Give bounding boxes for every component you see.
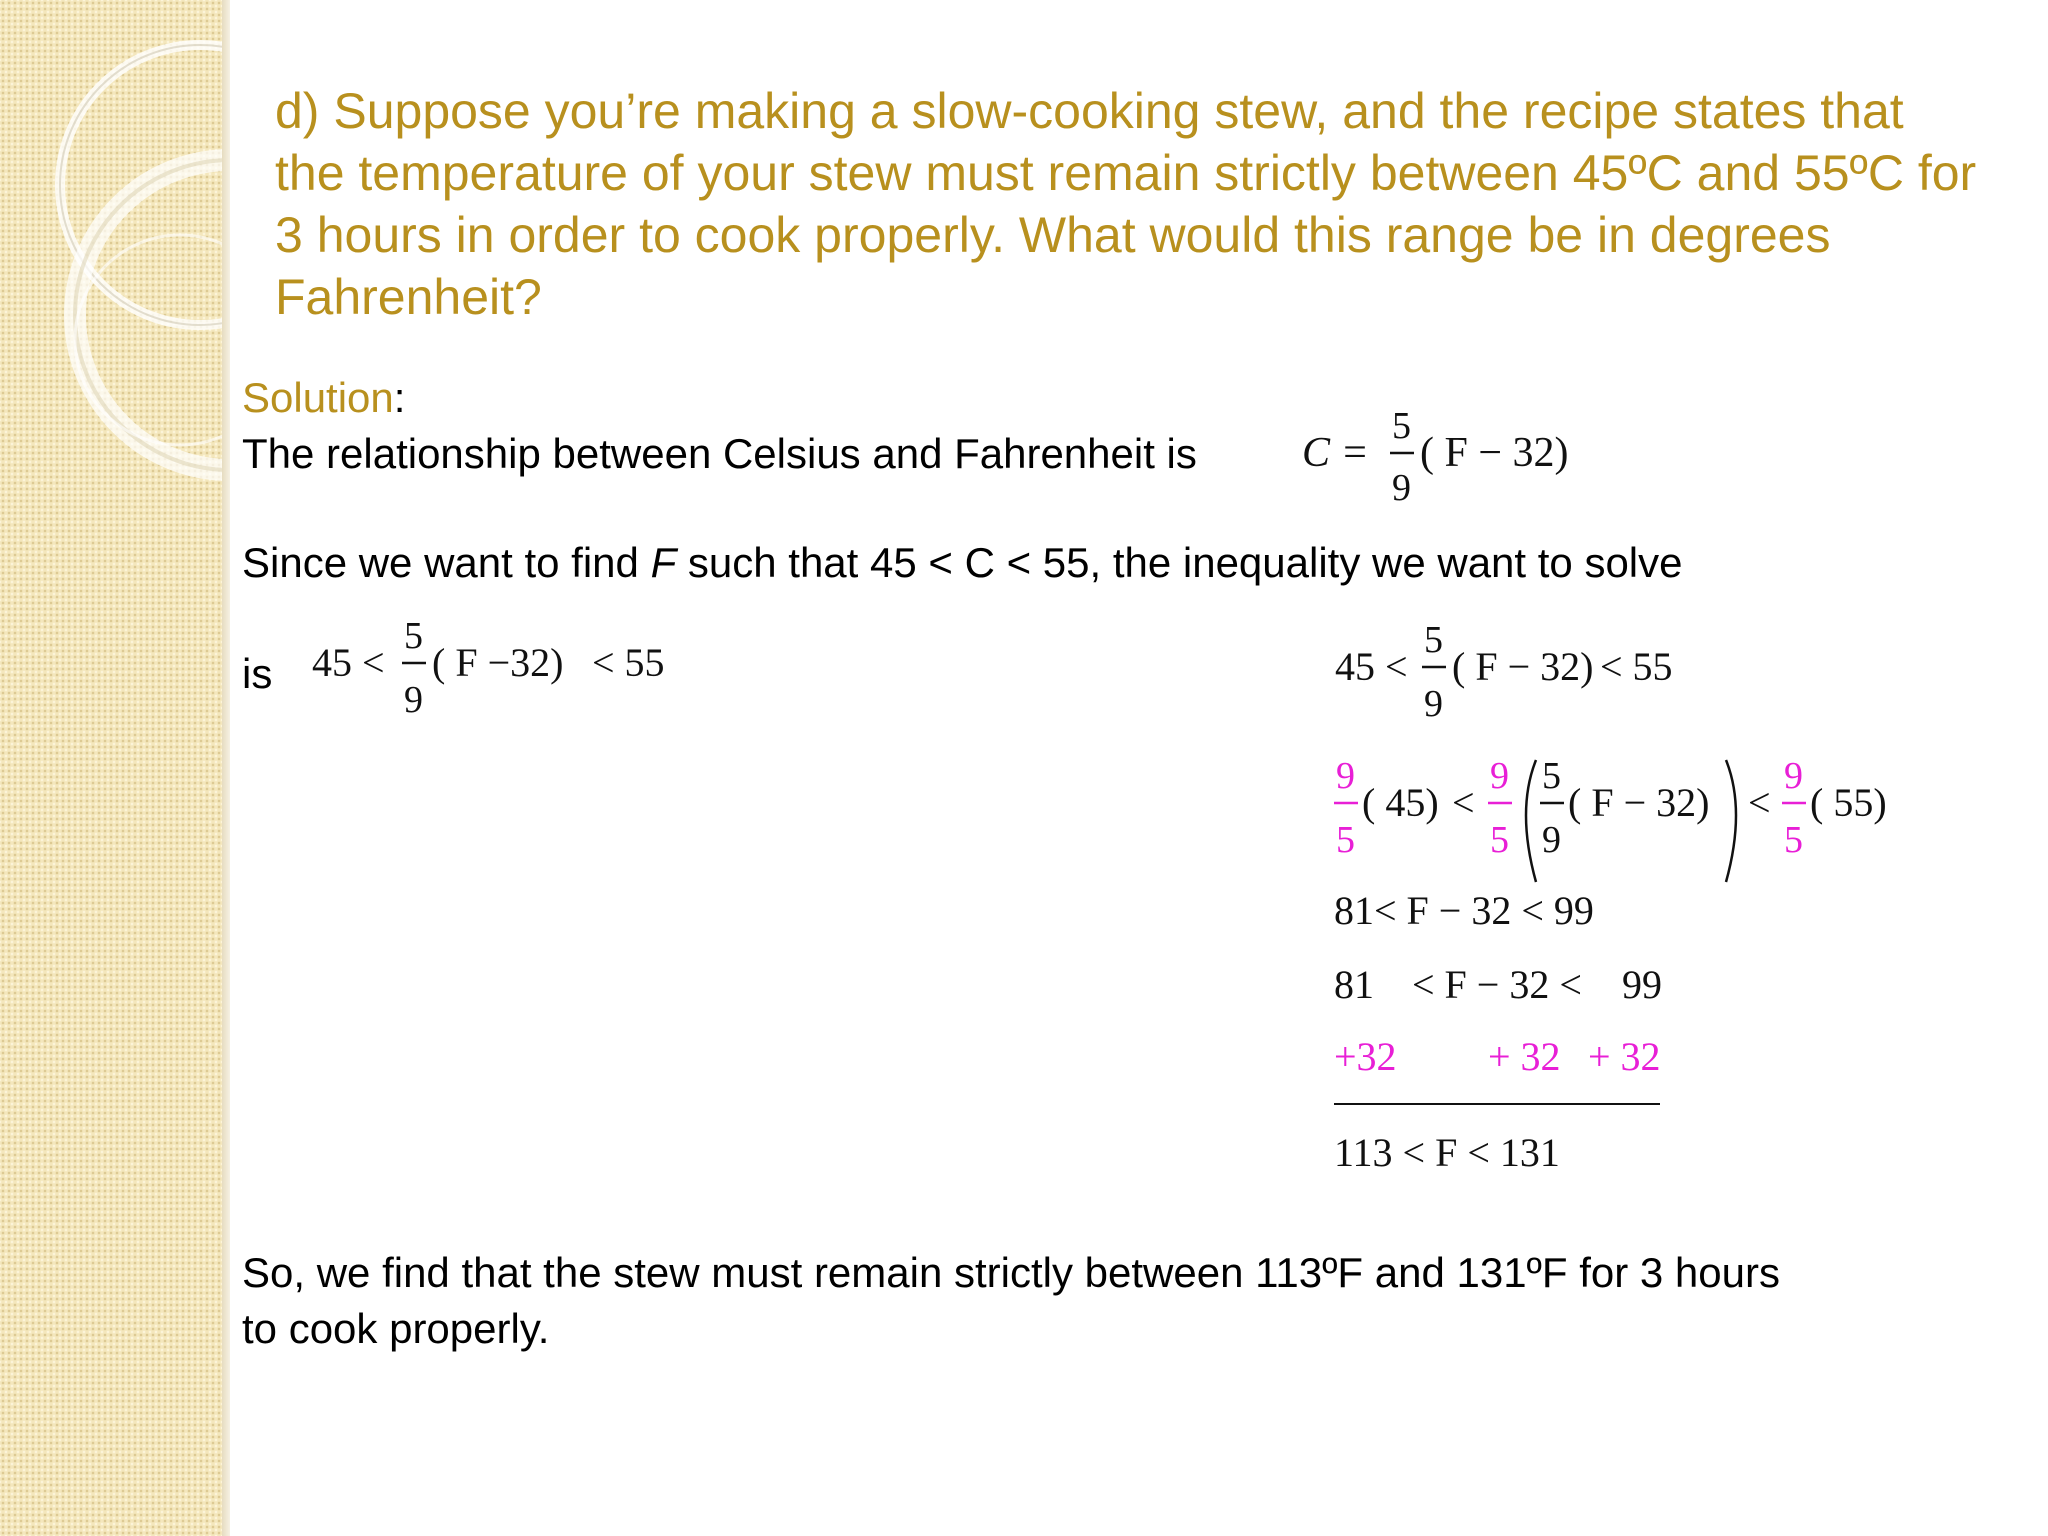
step4-a: 81 — [1334, 962, 1374, 1007]
question-line: Fahrenheit? — [275, 269, 542, 325]
step2-f1-num: 9 — [1336, 755, 1355, 797]
step1-num: 5 — [1424, 619, 1443, 661]
question-line: 3 hours in order to cook properly. What would this range be in degrees — [275, 207, 1831, 263]
step-5 — [1334, 1034, 1661, 1079]
decorative-sidebar — [0, 0, 222, 1536]
ineq-middle: ( F −32) — [432, 640, 564, 685]
step2-inner-den: 9 — [1542, 819, 1561, 861]
ineq-left: 45 < — [312, 640, 385, 685]
step2-f3-den: 5 — [1784, 819, 1803, 861]
relationship-text: The relationship between Celsius and Fahrenheit is — [242, 430, 1197, 477]
conversion-formula — [1300, 400, 1580, 515]
step5-c: + 32 — [1588, 1034, 1661, 1079]
step2-term1: ( 45) — [1362, 780, 1439, 825]
step2-lt2: < — [1748, 780, 1771, 825]
step2-f3-num: 9 — [1784, 755, 1803, 797]
step2-big-paren-left — [1526, 760, 1536, 882]
decorative-rings — [0, 0, 222, 1536]
step4-c: 99 — [1622, 962, 1662, 1007]
conclusion-line: to cook properly. — [242, 1305, 550, 1352]
conclusion-line: So, we find that the stew must remain strictly between 113ºF and 131ºF for 3 hours — [242, 1249, 1780, 1296]
ineq-numerator: 5 — [404, 615, 423, 657]
step-1 — [1335, 619, 1673, 725]
solution-steps-svg — [1330, 620, 1930, 1190]
step1-right: < 55 — [1600, 644, 1673, 689]
formula-numerator: 5 — [1392, 405, 1411, 447]
step4-b: < F − 32 < — [1412, 962, 1582, 1007]
step1-middle: ( F − 32) — [1452, 644, 1594, 689]
step2-lt1: < — [1452, 780, 1475, 825]
since-text — [242, 537, 1683, 589]
step-6: 113 < F < 131 — [1334, 1130, 1560, 1175]
solution-label: Solution — [242, 374, 394, 421]
step2-term3: ( 55) — [1810, 780, 1887, 825]
solution-colon: : — [393, 374, 406, 421]
inequality-left — [312, 615, 692, 743]
sidebar-edge — [222, 0, 230, 1536]
conclusion-text — [242, 1245, 1780, 1357]
question-line: the temperature of your stew must remain strictly between 45ºC and 55ºC for — [275, 145, 1977, 201]
inequality-left-svg — [312, 615, 692, 738]
step-4 — [1334, 962, 1662, 1007]
step2-f2-den: 5 — [1490, 819, 1509, 861]
since-suffix: such that 45 < C < 55, the inequality we want to solve — [676, 539, 1683, 586]
step2-big-paren-right — [1726, 760, 1736, 882]
conversion-formula-svg — [1300, 400, 1580, 510]
step2-f1-den: 5 — [1336, 819, 1355, 861]
since-prefix: Since we want to find — [242, 539, 651, 586]
formula-paren: ( F − 32) — [1420, 430, 1569, 476]
question-text — [275, 80, 2035, 328]
formula-lhs: C = — [1302, 430, 1369, 476]
is-label: is — [242, 650, 273, 697]
step5-a: +32 — [1334, 1034, 1397, 1079]
step-3: 81< F − 32 < 99 — [1334, 888, 1594, 933]
step1-left: 45 < — [1335, 644, 1408, 689]
solution-heading — [242, 372, 405, 424]
ineq-denominator: 9 — [404, 679, 423, 721]
step2-inner: ( F − 32) — [1568, 780, 1710, 825]
step5-b: + 32 — [1488, 1034, 1561, 1079]
step2-inner-num: 5 — [1542, 755, 1561, 797]
since-var: F — [650, 539, 677, 586]
step2-f2-num: 9 — [1490, 755, 1509, 797]
ineq-right: < 55 — [592, 640, 665, 685]
formula-denominator: 9 — [1392, 467, 1411, 509]
question-line: d) Suppose you’re making a slow-cooking stew, and the recipe states that — [275, 83, 1904, 139]
solution-steps — [1330, 620, 1930, 1195]
step1-den: 9 — [1424, 683, 1443, 725]
step-2 — [1334, 755, 1887, 882]
